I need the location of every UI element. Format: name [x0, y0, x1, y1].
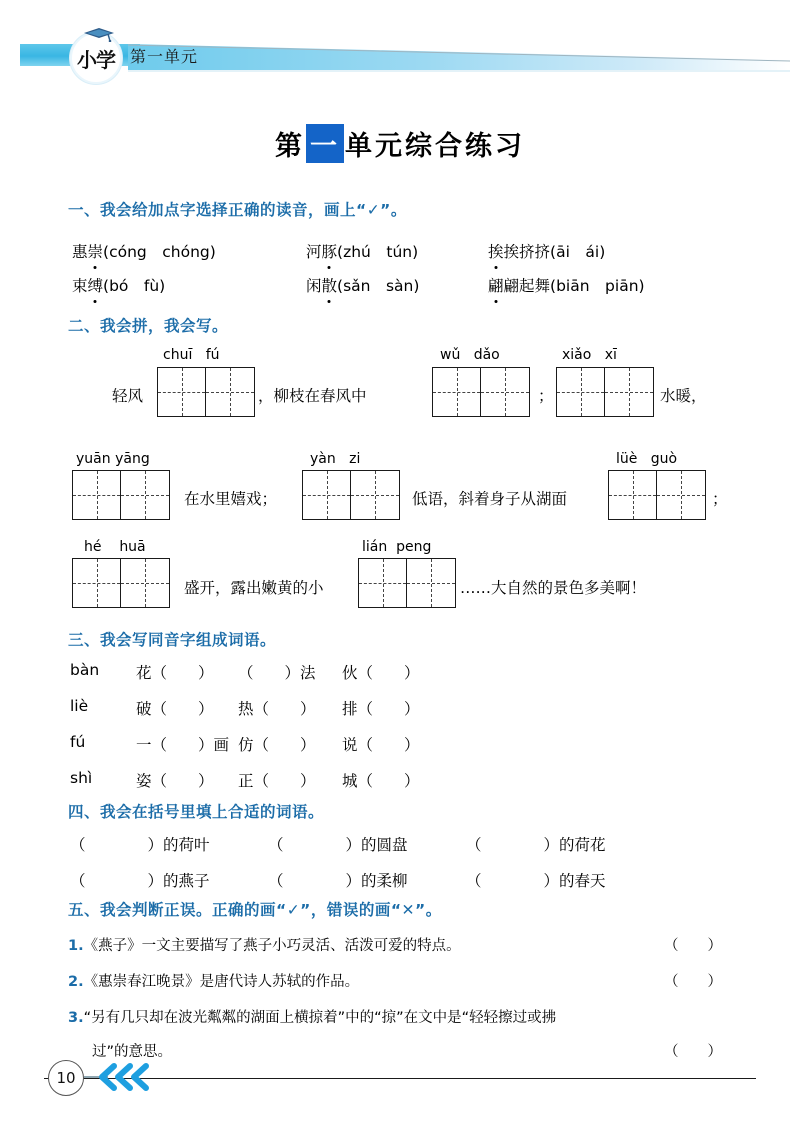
truefalse-item	[68, 934, 461, 955]
homophone-pinyin: shì	[70, 769, 93, 787]
word-post: 挨挤挤	[503, 243, 551, 261]
dotted-char: 翩	[488, 274, 504, 296]
pinyin-choices[interactable]: (sǎn sàn)	[337, 277, 420, 295]
writing-grid[interactable]	[556, 367, 654, 417]
dotted-char: 豚	[322, 240, 338, 262]
grid-cell[interactable]	[206, 368, 254, 416]
pinyin-choices[interactable]: (āi ái)	[550, 243, 606, 261]
pinyin-syllable: hé	[84, 539, 102, 555]
grid-cell[interactable]	[359, 559, 407, 607]
sentence-lead: 轻风	[112, 387, 144, 405]
pinyin-choice-item	[306, 240, 418, 262]
writing-grid[interactable]	[72, 558, 170, 608]
homophone-blank[interactable]: （ ）法	[238, 664, 316, 682]
header-taper-outline	[128, 44, 790, 72]
pinyin-choice-item	[306, 274, 419, 296]
pinyin-hint	[84, 539, 146, 555]
pinyin-syllable: dǎo	[473, 347, 500, 363]
pinyin-syllable: lüè	[616, 451, 638, 467]
homophone-blank[interactable]: 正（ ）	[238, 772, 316, 790]
item-number: 1.	[68, 938, 84, 954]
homophone-blank[interactable]: 一（ ）画	[136, 736, 230, 754]
dotted-char: 散	[322, 274, 338, 296]
pinyin-syllable: wǔ	[440, 347, 461, 363]
grid-cell[interactable]	[433, 368, 481, 416]
pinyin-hint	[310, 451, 360, 467]
dotted-char: 缚	[88, 274, 104, 296]
pinyin-hint	[163, 347, 220, 363]
pinyin-hint	[616, 451, 677, 467]
homophone-blank[interactable]: 热（ ）	[238, 700, 316, 718]
pinyin-syllable: fú	[205, 347, 220, 363]
grid-cell[interactable]	[605, 368, 653, 416]
fill-blank-phrase[interactable]: （ ）的春天	[466, 872, 606, 890]
sentence-tail: ……大自然的景色多美啊！	[460, 579, 647, 597]
homophone-blank[interactable]: 说（ ）	[342, 736, 420, 754]
fill-blank-phrase[interactable]: （ ）的柔柳	[268, 872, 408, 890]
grid-cell[interactable]	[657, 471, 705, 519]
dotted-char: 崇	[88, 240, 104, 262]
homophone-pinyin: bàn	[70, 661, 100, 679]
grid-cell[interactable]	[121, 559, 169, 607]
sentence-fragment: 低语，斜着身子从湖面	[412, 490, 568, 508]
graduation-cap-icon	[84, 28, 114, 42]
grid-cell[interactable]	[303, 471, 351, 519]
pinyin-syllable: peng	[396, 539, 432, 555]
pinyin-hint	[362, 539, 431, 555]
grid-cell[interactable]	[407, 559, 455, 607]
logo-label: 小学	[77, 48, 115, 72]
pinyin-hint	[76, 451, 150, 467]
dotted-char: 挨	[488, 240, 504, 262]
pinyin-syllable: zi	[349, 451, 361, 467]
word-pre: 束	[72, 277, 88, 295]
grid-cell[interactable]	[557, 368, 605, 416]
pinyin-choice-item	[72, 240, 216, 262]
homophone-blank[interactable]: 伙（ ）	[342, 664, 420, 682]
answer-bracket[interactable]: （ ）	[664, 974, 722, 990]
truefalse-item-continued: 过”的意思。	[92, 1044, 173, 1060]
section-3-heading: 三、我会写同音字组成词语。	[68, 631, 277, 649]
pinyin-syllable: yuān	[76, 451, 111, 467]
item-number: 2.	[68, 974, 84, 990]
sentence-tail: 水暖，	[660, 387, 707, 405]
sentence-fragment: ，柳枝在春风中	[258, 387, 367, 405]
item-number: 3.	[68, 1010, 84, 1026]
writing-grid[interactable]	[72, 470, 170, 520]
writing-grid[interactable]	[608, 470, 706, 520]
pinyin-hint	[440, 347, 500, 363]
sentence-fragment: 在水里嬉戏；	[184, 490, 278, 508]
grid-cell[interactable]	[73, 471, 121, 519]
pinyin-syllable: yāng	[115, 451, 150, 467]
word-pre: 河	[306, 243, 322, 261]
pinyin-syllable: guò	[650, 451, 678, 467]
pinyin-choices[interactable]: (bó fù)	[103, 277, 166, 295]
sentence-fragment: ；	[538, 387, 554, 405]
pinyin-choices[interactable]: (cóng chóng)	[103, 243, 216, 261]
section-1-heading: 一、我会给加点字选择正确的读音，画上“✓”。	[68, 201, 407, 219]
word-post: 翩起舞	[503, 277, 551, 295]
item-text: 《燕子》一文主要描写了燕子小巧灵活、活泼可爱的特点。	[83, 938, 461, 954]
writing-grid[interactable]	[358, 558, 456, 608]
section-5-heading: 五、我会判断正误。正确的画“✓”，错误的画“✕”。	[68, 901, 442, 919]
fill-blank-phrase[interactable]: （ ）的燕子	[70, 872, 210, 890]
homophone-pinyin: fú	[70, 733, 86, 751]
pinyin-choice-item	[72, 274, 165, 296]
writing-grid[interactable]	[302, 470, 400, 520]
sentence-tail: ；	[712, 490, 728, 508]
header-unit-label: 第一单元	[130, 47, 199, 66]
section-4-heading: 四、我会在括号里填上合适的词语。	[68, 803, 325, 821]
grid-cell[interactable]	[481, 368, 529, 416]
sentence-fragment: 盛开，露出嫩黄的小	[184, 579, 324, 597]
fill-blank-phrase[interactable]: （ ）的圆盘	[268, 836, 408, 854]
pinyin-choice-item	[488, 240, 605, 262]
grid-cell[interactable]	[73, 559, 121, 607]
grid-cell[interactable]	[121, 471, 169, 519]
answer-bracket[interactable]: （ ）	[664, 938, 722, 954]
homophone-blank[interactable]: 城（ ）	[342, 772, 420, 790]
pinyin-hint	[562, 347, 617, 363]
word-pre: 闲	[306, 277, 322, 295]
homophone-blank[interactable]: 姿（ ）	[136, 772, 214, 790]
page-title	[0, 124, 800, 163]
pinyin-choices[interactable]: (zhú tún)	[337, 243, 419, 261]
page-header	[0, 0, 800, 92]
item-text: 《惠崇春江晚景》是唐代诗人苏轼的作品。	[83, 974, 360, 990]
title-before: 第	[275, 131, 305, 162]
title-after: 单元综合练习	[345, 131, 525, 162]
truefalse-item	[68, 1006, 556, 1027]
pinyin-syllable: huā	[119, 539, 146, 555]
pinyin-syllable: lián	[362, 539, 388, 555]
pinyin-syllable: xī	[604, 347, 617, 363]
page-number-badge: 10	[48, 1060, 84, 1096]
writing-grid[interactable]	[157, 367, 255, 417]
word-pre: 惠	[72, 243, 88, 261]
pinyin-choices[interactable]: (biān piān)	[550, 277, 645, 295]
chevron-left-decoration	[84, 1062, 174, 1092]
homophone-blank[interactable]: 排（ ）	[342, 700, 420, 718]
grid-cell[interactable]	[351, 471, 399, 519]
pinyin-syllable: xiǎo	[562, 347, 592, 363]
homophone-blank[interactable]: 破（ ）	[136, 700, 214, 718]
title-highlight: 一	[306, 124, 344, 163]
section-2-heading: 二、我会拼，我会写。	[68, 317, 229, 335]
pinyin-choice-item	[488, 274, 645, 296]
pinyin-syllable: yàn	[310, 451, 336, 467]
grid-cell[interactable]	[158, 368, 206, 416]
item-text: “另有几只却在波光粼粼的湖面上横掠着”中的“掠”在文中是“轻轻擦过或拂	[83, 1010, 557, 1026]
writing-grid[interactable]	[432, 367, 530, 417]
answer-bracket[interactable]: （ ）	[664, 1044, 722, 1060]
homophone-pinyin: liè	[70, 697, 89, 715]
homophone-blank[interactable]: 仿（ ）	[238, 736, 316, 754]
fill-blank-phrase[interactable]: （ ）的荷叶	[70, 836, 210, 854]
homophone-blank[interactable]: 花（ ）	[136, 664, 214, 682]
fill-blank-phrase[interactable]: （ ）的荷花	[466, 836, 606, 854]
pinyin-syllable: chuī	[163, 347, 193, 363]
grid-cell[interactable]	[609, 471, 657, 519]
truefalse-item	[68, 970, 359, 991]
